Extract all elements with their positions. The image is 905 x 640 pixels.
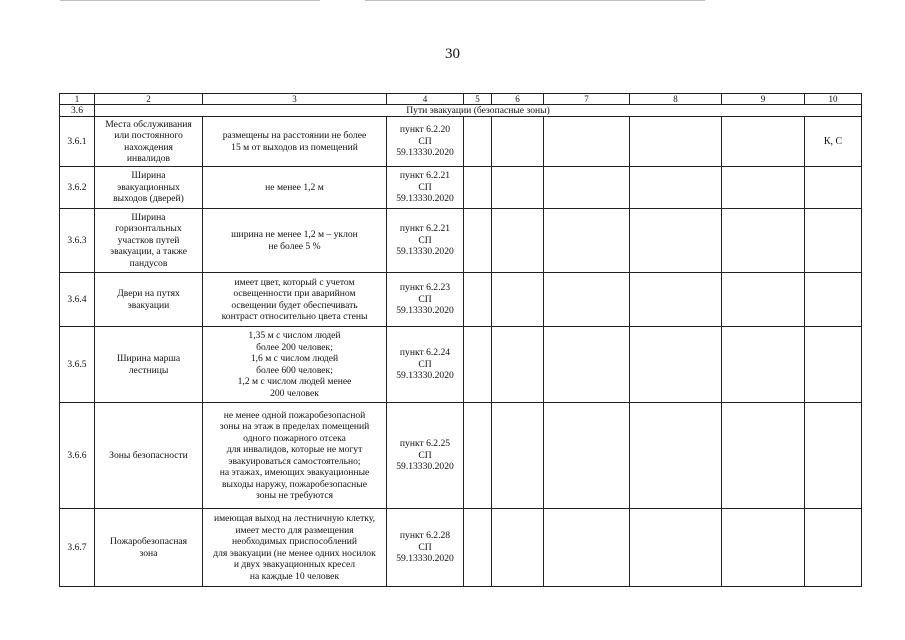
parameter-name-line: Пожаробезопасная [109,536,188,547]
column-number: 3 [203,94,387,105]
requirement-line: освещении будет обеспечивать [231,299,358,311]
requirement-line: зоны не требуются [256,490,333,501]
reference-line: 59.13330.2020 [396,305,454,317]
reference-cell [387,509,464,587]
row-number-cell: 3.6.4 [60,273,95,327]
column-number: 9 [722,94,805,105]
requirement-cell [203,403,387,509]
reference-cell [387,209,464,273]
table-row [60,209,862,273]
empty-cell-col-5 [464,403,492,509]
table-body [60,94,862,587]
requirement-line: 200 человек [270,387,319,399]
parameter-name-cell [95,327,203,403]
assessment-mark-cell [805,273,862,327]
requirement-line: 15 м от выходов из помещений [231,141,358,153]
row-number-cell: 3.6.3 [60,209,95,273]
empty-cell-col-6 [492,209,544,273]
reference-line: СП [418,135,432,147]
empty-cell-col-5 [464,327,492,403]
reference-line: пункт 6.2.21 [399,223,451,235]
reference-line: пункт 6.2.23 [399,282,451,294]
column-number: 2 [95,94,203,105]
column-number: 1 [60,94,95,105]
requirement-cell [203,327,387,403]
reference-line: 59.13330.2020 [396,553,454,565]
requirement-line: более 600 человек; [256,364,333,376]
assessment-mark-cell [805,403,862,509]
reference-line: пункт 6.2.24 [399,347,451,359]
requirement-line: 1,2 м с числом людей менее [237,376,352,387]
empty-cell-col-6 [492,327,544,403]
column-number: 4 [387,94,464,105]
reference-cell [387,117,464,167]
empty-cell-col-8 [630,403,722,509]
reference-line: пункт 6.2.20 [399,124,451,136]
reference-line: СП [418,541,432,553]
reference-line: 59.13330.2020 [396,147,454,159]
parameter-name-line: Места обслуживания [105,118,192,130]
table-row [60,117,862,167]
table-row [60,327,862,403]
column-number: 10 [805,94,862,105]
requirement-line: зоны на этаж в пределах помещений [219,421,370,432]
reference-line: 59.13330.2020 [396,370,454,382]
requirement-cell [203,117,387,167]
empty-cell-col-6 [492,167,544,209]
column-number-row [60,94,862,105]
empty-cell-col-5 [464,209,492,273]
requirement-line: необходимых приспособлений [231,536,358,547]
parameter-name-line: Двери на путях [117,288,180,299]
column-number: 6 [492,94,544,105]
reference-cell [387,167,464,209]
empty-cell-col-9 [722,403,805,509]
parameter-name-cell [95,403,203,509]
empty-cell-col-6 [492,509,544,587]
requirement-line: для эвакуации (не менее одних носилок [213,547,376,559]
row-number-cell: 3.6.7 [60,509,95,587]
empty-cell-col-6 [492,117,544,167]
assessment-mark-cell [805,327,862,403]
assessment-mark-cell [805,509,862,587]
parameter-name-line: или постоянного [114,130,183,141]
table-row [60,273,862,327]
reference-line: пункт 6.2.25 [399,438,451,450]
parameter-name-line: Зоны безопасности [109,449,188,461]
requirement-line: на этажах, имеющих эвакуационные [219,467,370,478]
requirement-line: не более 5 % [268,240,321,252]
parameter-name-line: горизонтальных [115,223,182,235]
requirement-line: одного пожарного отсека [243,432,346,444]
requirement-line: 1,6 м с числом людей [250,353,339,364]
reference-cell [387,327,464,403]
parameter-name-cell [95,273,203,327]
empty-cell-col-5 [464,273,492,327]
parameter-name-line: эвакуационных [117,181,180,193]
empty-cell-col-9 [722,273,805,327]
requirement-line: имеет цвет, который с учетом [234,276,355,288]
empty-cell-col-5 [464,167,492,209]
requirement-line: на каждые 10 человек [249,570,340,582]
parameter-name-cell [95,167,203,209]
row-number-cell: 3.6.1 [60,117,95,167]
scan-edge-right [365,0,705,1]
requirement-cell [203,167,387,209]
parameter-name-line: Ширина марша [116,353,181,364]
empty-cell-col-7 [544,509,630,587]
empty-cell-col-9 [722,209,805,273]
requirement-line: имеющая выход на лестничную клетку, [213,513,376,524]
requirement-line: освещенности при аварийном [233,288,356,299]
parameter-name-line: Ширина [131,211,166,223]
scan-edge-left [60,0,320,1]
empty-cell-col-7 [544,167,630,209]
empty-cell-col-7 [544,327,630,403]
row-number-cell: 3.6.2 [60,167,95,209]
parameter-name-line: нахождения [124,141,173,153]
parameter-name-line: эвакуации, а также [109,246,188,258]
assessment-mark-cell: К, С [805,117,862,167]
empty-cell-col-7 [544,117,630,167]
requirement-line: 1,35 м с числом людей [248,330,341,341]
requirement-line: имеет место для размещения [235,524,354,536]
row-number-cell: 3.6.6 [60,403,95,509]
empty-cell-col-9 [722,509,805,587]
parameter-name-line: Ширина [131,170,166,182]
reference-line: СП [418,234,432,246]
empty-cell-col-8 [630,327,722,403]
reference-line: СП [418,181,432,193]
requirement-line: выходы наружу, пожаробезопасные [222,478,367,490]
parameter-name-cell [95,117,203,167]
parameter-name-cell [95,509,203,587]
reference-cell [387,273,464,327]
parameter-name-line: участков путей [117,234,180,246]
requirement-line: ширина не менее 1,2 м – уклон [231,229,358,240]
reference-line: 59.13330.2020 [396,246,454,258]
requirement-line: не менее 1,2 м [265,181,324,193]
reference-line: СП [418,358,432,370]
reference-line: 59.13330.2020 [396,461,454,473]
assessment-mark-cell [805,167,862,209]
requirement-line: и двух эвакуационных кресел [233,559,356,570]
empty-cell-col-9 [722,167,805,209]
column-number: 8 [630,94,722,105]
table-row [60,403,862,509]
empty-cell-col-9 [722,117,805,167]
empty-cell-col-8 [630,167,722,209]
reference-line: 59.13330.2020 [396,193,454,205]
reference-cell [387,403,464,509]
parameter-name-line: инвалидов [126,153,171,164]
requirement-line: контраст относительно цвета стены [221,311,368,322]
parameter-name-line: эвакуации [127,299,170,311]
reference-line: пункт 6.2.21 [399,170,451,182]
requirement-cell [203,509,387,587]
empty-cell-col-5 [464,509,492,587]
empty-cell-col-8 [630,273,722,327]
requirement-line: для инвалидов, которые не могут [226,444,363,455]
table-row [60,167,862,209]
reference-line: пункт 6.2.28 [399,530,451,542]
empty-cell-col-7 [544,209,630,273]
requirement-cell [203,209,387,273]
section-number: 3.6 [60,105,95,117]
empty-cell-col-8 [630,209,722,273]
empty-cell-col-9 [722,327,805,403]
empty-cell-col-7 [544,403,630,509]
requirement-line: эвакуироваться самостоятельно; [228,455,361,467]
requirement-line: более 200 человек; [256,341,333,353]
parameter-name-line: пандусов [129,257,168,269]
empty-cell-col-8 [630,509,722,587]
requirement-line: размещены на расстоянии не более [222,130,367,141]
empty-cell-col-6 [492,403,544,509]
parameter-name-line: лестницы [128,364,169,376]
column-number: 5 [464,94,492,105]
requirement-cell [203,273,387,327]
assessment-mark-cell [805,209,862,273]
parameter-name-line: выходов (дверей) [113,193,184,205]
empty-cell-col-6 [492,273,544,327]
section-row [60,105,862,117]
empty-cell-col-7 [544,273,630,327]
empty-cell-col-8 [630,117,722,167]
column-number: 7 [544,94,630,105]
parameter-name-line: зона [139,547,158,559]
reference-line: СП [418,293,432,305]
empty-cell-col-5 [464,117,492,167]
page-number: 30 [445,46,460,62]
parameter-name-cell [95,209,203,273]
section-title: Пути эвакуации (безопасные зоны) [95,105,862,117]
table-row [60,509,862,587]
row-number-cell: 3.6.5 [60,327,95,403]
requirements-table [59,93,862,587]
requirement-line: не менее одной пожаробезопасной [223,409,366,421]
reference-line: СП [418,449,432,461]
